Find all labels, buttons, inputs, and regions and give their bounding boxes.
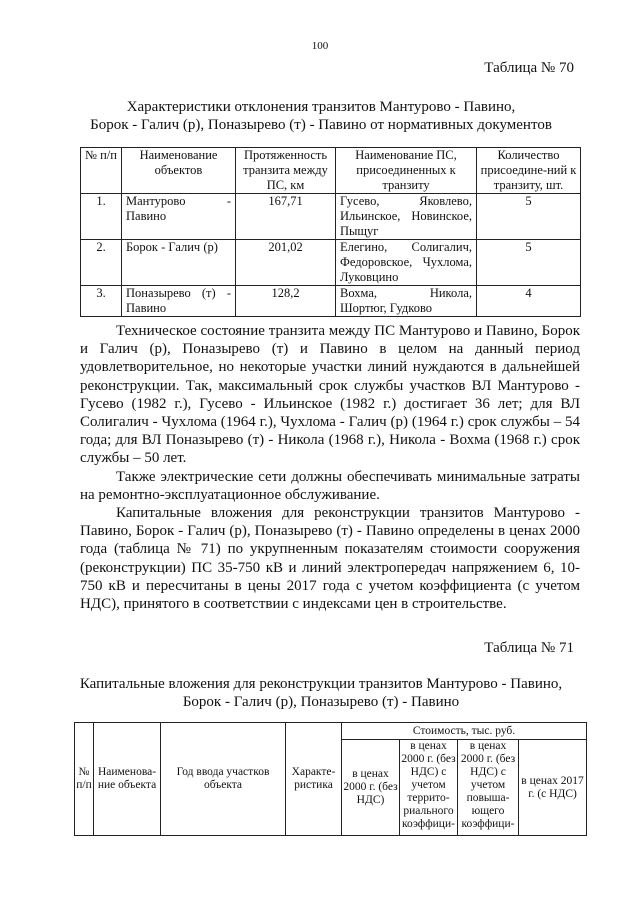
row-substations-line: Луковцино bbox=[340, 270, 399, 284]
header-cost-2000-territorial: в ценах 2000 г. (без НДС) с учетом террито-риального коэффици- bbox=[400, 740, 458, 836]
row-substations-line: Ильинское, Новинское, bbox=[340, 209, 472, 223]
row-substations-line: Вохма, Никола, bbox=[340, 286, 472, 300]
row-name bbox=[122, 194, 236, 240]
row-length: 167,71 bbox=[236, 194, 336, 240]
table-header-row bbox=[81, 148, 581, 194]
row-count: 4 bbox=[477, 286, 581, 317]
table-70-title-line-2: Борок - Галич (р), Поназырево (т) - Павино от нормативных документов bbox=[90, 117, 552, 133]
table-70-title-line-1: Характеристики отклонения транзитов Мантурово - Павино, bbox=[126, 99, 516, 115]
row-name-part: Павино bbox=[126, 209, 167, 223]
table-row bbox=[81, 286, 581, 317]
header-num: № п/п bbox=[75, 723, 94, 836]
table-71-title bbox=[60, 675, 582, 711]
table-row bbox=[81, 194, 581, 240]
header-name: Наименование объектов bbox=[122, 148, 236, 194]
header-name: Наименова-ние объекта bbox=[94, 723, 161, 836]
row-name-part: Павино bbox=[126, 301, 167, 315]
row-substations-line: Шортюг, Гудково bbox=[340, 301, 433, 315]
row-count: 5 bbox=[477, 240, 581, 286]
table-71-title-line-2: Борок - Галич (р), Поназырево (т) - Павино bbox=[182, 694, 460, 710]
row-substations-line: Елегино, Солигалич, bbox=[340, 240, 472, 254]
row-num: 1. bbox=[81, 194, 122, 240]
page-number: 100 bbox=[311, 40, 329, 52]
paragraph: Также электрические сети должны обеспечивать минимальные затраты на ремонтно-эксплуатационное обслуживание. bbox=[80, 468, 580, 503]
paragraph: Капитальные вложения для реконструкции транзитов Мантурово - Павино, Борок - Галич (р), Поназырево (т) - Павино определены в ценах 2000 года (таблица № 71) по укрупненным показателям стоимости сооружения (реконструкции) ПС 35-750 кВ и линий электропередач напряжением 6, 10-750 кВ и пересчитаны в цены 2017 года с учетом коэффициента (с учетом НДС), принятого в соответствии с индексами цен в строительстве. bbox=[80, 505, 580, 613]
row-substations bbox=[336, 286, 477, 317]
row-num: 2. bbox=[81, 240, 122, 286]
header-year: Год ввода участков объекта bbox=[161, 723, 286, 836]
row-name-dash: - bbox=[226, 194, 231, 208]
row-name-part: Поназырево (т) - bbox=[126, 286, 231, 300]
header-cost-2000: в ценах 2000 г. (без НДС) bbox=[342, 740, 400, 836]
table-71-label: Таблица № 71 bbox=[484, 640, 574, 656]
header-length: Протяженность транзита между ПС, км bbox=[236, 148, 336, 194]
row-substations-line: Гусево, Яковлево, bbox=[340, 194, 472, 208]
header-num: № п/п bbox=[81, 148, 122, 194]
row-count: 5 bbox=[477, 194, 581, 240]
table-row bbox=[81, 240, 581, 286]
row-name bbox=[122, 286, 236, 317]
header-characteristic: Характе-ристика bbox=[286, 723, 342, 836]
row-num: 3. bbox=[81, 286, 122, 317]
table-70-label: Таблица № 70 bbox=[484, 60, 574, 76]
row-substations bbox=[336, 194, 477, 240]
header-cost-2000-increasing: в ценах 2000 г. (без НДС) с учетом повыша-ющего коэффици- bbox=[458, 740, 519, 836]
header-substations: Наименование ПС, присоединенных к транзиту bbox=[336, 148, 477, 194]
row-substations bbox=[336, 240, 477, 286]
table-70-title bbox=[60, 98, 582, 134]
row-length: 201,02 bbox=[236, 240, 336, 286]
paragraph: Техническое состояние транзита между ПС Мантурово и Павино, Борок и Галич (р), Поназырево (т) и Павино в целом на данный период удовлетворительное, но некоторые участки линий нуждаются в дальнейшей реконструкции. Так, максимальный срок службы участков ВЛ Мантурово - Гусево (1982 г.), Гусево - Ильинское (1982 г.) достигает 36 лет; для ВЛ Солигалич - Чухлома (1964 г.), Чухлома - Галич (р) (1964 г.) срок службы – 54 года; для ВЛ Поназырево (т) - Никола (1968 г.), Никола - Вохма (1968 г.) срок службы – 50 лет. bbox=[80, 323, 580, 467]
header-cost-group: Стоимость, тыс. руб. bbox=[342, 723, 587, 740]
row-length: 128,2 bbox=[236, 286, 336, 317]
table-71 bbox=[74, 722, 587, 836]
table-70 bbox=[80, 147, 581, 317]
table-header-row bbox=[75, 723, 587, 740]
table-71-title-line-1: Капитальные вложения для реконструкции транзитов Мантурово - Павино, bbox=[79, 676, 563, 692]
row-name-part: Мантурово bbox=[126, 194, 186, 208]
row-substations-line: Пыщуг bbox=[340, 224, 379, 238]
row-substations-line: Федоровское, Чухлома, bbox=[340, 255, 472, 269]
row-name: Борок - Галич (р) bbox=[122, 240, 236, 286]
body-text bbox=[80, 322, 580, 613]
header-count: Количество присоедине-ний к транзиту, шт. bbox=[477, 148, 581, 194]
header-cost-2017: в ценах 2017 г. (с НДС) bbox=[519, 740, 587, 836]
